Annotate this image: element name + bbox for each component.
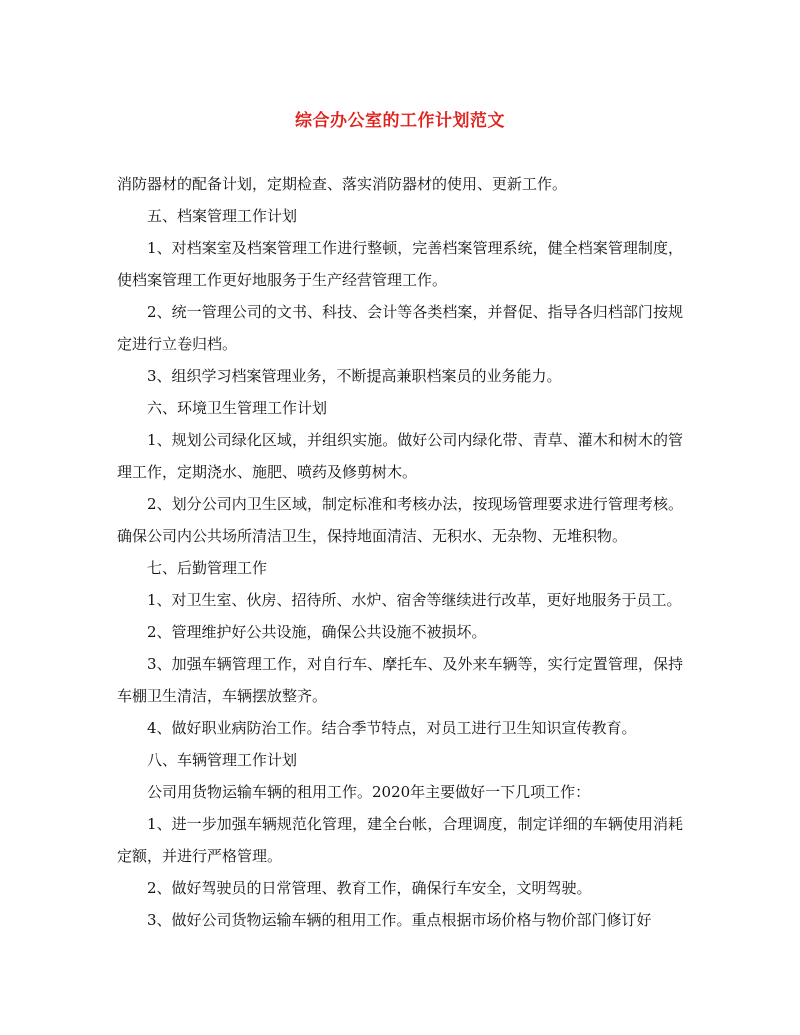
section-heading: 五、档案管理工作计划 [147,207,298,225]
paragraph: 2、管理维护好公共设施，确保公共设施不被损坏。 [147,623,487,641]
section-heading: 六、环境卫生管理工作计划 [147,399,328,417]
paragraph: 1、对档案室及档案管理工作进行整顿，完善档案管理系统，健全档案管理制度，使档案管理工作更好地服务于生产经营管理工作。 [117,239,683,289]
document-body [117,168,683,936]
paragraph: 消防器材的配备计划，定期检查、落实消防器材的使用、更新工作。 [117,175,568,193]
section-heading: 八、车辆管理工作计划 [147,751,298,769]
paragraph: 3、组织学习档案管理业务，不断提高兼职档案员的业务能力。 [147,367,562,385]
paragraph: 3、做好公司货物运输车辆的租用工作。重点根据市场价格与物价部门修订好 [147,911,652,929]
paragraph: 1、进一步加强车辆规范化管理，建全台帐，合理调度，制定详细的车辆使用消耗定额，并进行严格管理。 [117,815,683,865]
paragraph: 2、统一管理公司的文书、科技、会计等各类档案，并督促、指导各归档部门按规定进行立卷归档。 [117,303,683,353]
paragraph: 4、做好职业病防治工作。结合季节特点，对员工进行卫生知识宣传教育。 [147,719,637,737]
section-heading: 七、后勤管理工作 [147,559,268,577]
paragraph: 1、对卫生室、伙房、招待所、水炉、宿舍等继续进行改革，更好地服务于员工。 [147,591,682,609]
paragraph: 2、做好驾驶员的日常管理、教育工作，确保行车安全，文明驾驶。 [147,879,592,897]
paragraph: 2、划分公司内卫生区域，制定标准和考核办法，按现场管理要求进行管理考核。确保公司内公共场所清洁卫生，保持地面清洁、无积水、无杂物、无堆积物。 [117,495,683,545]
paragraph: 1、规划公司绿化区域，并组织实施。做好公司内绿化带、青草、灌木和树木的管理工作，定期浇水、施肥、喷药及修剪树木。 [117,431,683,481]
paragraph: 公司用货物运输车辆的租用工作。2020年主要做好一下几项工作： [147,783,591,801]
document-title: 综合办公室的工作计划范文 [295,111,505,131]
paragraph: 3、加强车辆管理工作，对自行车、摩托车、及外来车辆等，实行定置管理，保持车棚卫生清洁，车辆摆放整齐。 [117,655,683,705]
